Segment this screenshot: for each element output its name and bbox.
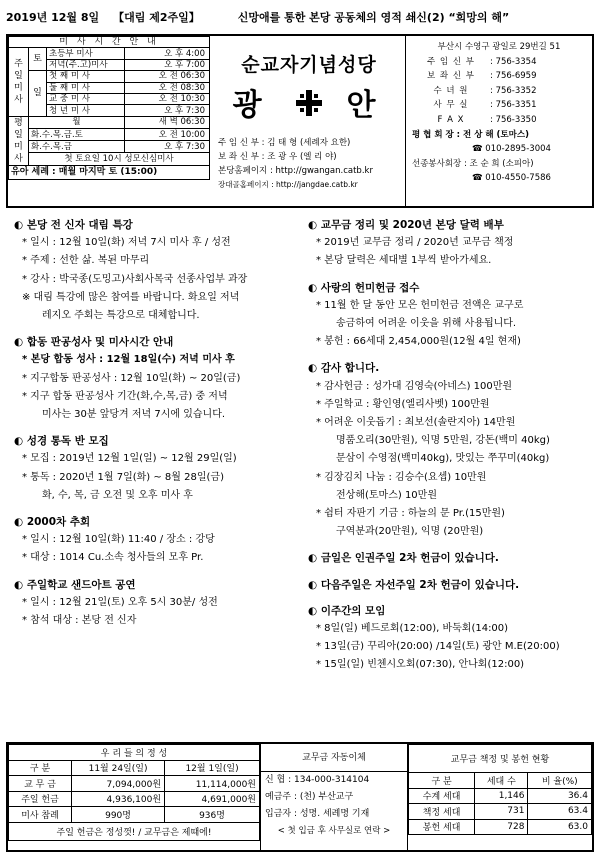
year-theme: 신망애를 통한 본당 공동체의 영적 쇄신(2) “희망의 해” <box>237 11 510 24</box>
contact-row: 사 무 실 : 756-3351 <box>433 100 537 111</box>
list-item: * 강사 : 박국종(도밍고)사회사목국 선종사업부 과장 <box>22 273 248 285</box>
mass-schedule-table <box>8 36 210 180</box>
infant-baptism: 유아 세례 : 매월 마지막 토 (15:00) <box>9 165 210 179</box>
mass-name: 둘 째 미 사 <box>47 82 125 93</box>
section-heading: ◐ 본당 전 신자 대림 특강 <box>14 219 133 231</box>
section-heading: ◐ 2000차 추회 <box>14 516 91 529</box>
sunday-mass-label: 주 일 미 사 <box>9 48 29 116</box>
clergy-info <box>218 136 373 192</box>
list-item: * 어려운 이웃돕기 : 최보선(솔란지아) 14만원 <box>316 417 516 429</box>
table-row: 책정 세대 731 63.4 <box>409 804 592 820</box>
table-row: 주일 헌금 4,936,100원 4,691,000원 <box>9 791 260 807</box>
church-name-left: 광 <box>232 88 272 123</box>
section-heading: ◐ 성경 통독 반 모집 <box>14 435 109 448</box>
list-item: * 봉헌 : 66세대 2,454,000원(12월 4일 현재) <box>316 336 521 348</box>
list-item: * 참석 대상 : 본당 전 신자 <box>22 615 137 627</box>
list-item: * 11월 한 달 동안 모은 헌미헌금 전액은 교구로 <box>316 299 524 311</box>
list-item: 명품오리(30만원), 익명 5만원, 강돈(백미 40kg) <box>336 435 550 447</box>
list-item: ※ 대림 특강에 많은 참여를 바랍니다. 화요일 저녁 <box>22 291 240 303</box>
mass-time: 오 전 10:00 <box>125 128 210 140</box>
list-item: 구역분과(20만원), 익명 (20만원) <box>336 526 484 538</box>
list-item: * 13일(금) 꾸리아(20:00) /14일(토) 광안 M.E(20:00) <box>316 641 560 653</box>
sunday-label: 일 <box>29 71 47 117</box>
list-item: * 대상 : 1014 Cu.소속 청사들의 모후 Pr. <box>22 552 204 564</box>
list-item: * 일시 : 12월 21일(토) 오후 5시 30분/ 성전 <box>22 596 218 608</box>
list-item: * 2019년 교무금 정리 / 2020년 교무금 책정 <box>316 237 514 249</box>
contact-row: 보 좌 신 부 : 756-6959 <box>427 71 537 82</box>
list-item: 화, 수, 목, 금 오전 및 오후 미사 후 <box>42 489 193 501</box>
section-heading: ◐ 합동 판공성사 및 미사시간 안내 <box>14 336 174 349</box>
contact-row: F A X : 756-3350 <box>437 114 537 125</box>
list-item: * 감사헌금 : 성가대 김영숙(아네스) 100만원 <box>316 380 513 392</box>
bulletin-date: 2019년 12월 8일 <box>6 11 100 24</box>
mass-time: 오 전 08:30 <box>125 82 210 93</box>
church-name-right: 안 <box>346 88 386 123</box>
church-name <box>212 80 406 126</box>
announcements-left-column <box>14 212 304 630</box>
list-item: * 지구 합동 판공성사 기간(화,수,목,금) 중 저녁 <box>22 390 228 402</box>
bulletin-header <box>6 4 594 30</box>
emblem-icon <box>294 88 324 126</box>
dues-status-title: 교무금 책정 및 봉헌 현황 <box>409 745 592 773</box>
table-row: 미사 참례 990명 936명 <box>9 807 260 823</box>
offering-slogan: 주일 헌금은 정성껏! / 교무금은 제때에! <box>9 822 260 840</box>
shrine-homepage-link[interactable]: 장대골홈페이지 : http://jangdae.catb.kr <box>218 180 358 189</box>
depositor-note: 입금자 : 성명. 세례명 기재 <box>265 809 370 819</box>
table-header: 비 율(%) <box>528 773 592 789</box>
contact-note: < 첫 입금 후 사무실로 연락 > <box>277 826 391 836</box>
list-item: * 주일학교 : 황인영(엘리사벳) 100만원 <box>316 398 490 410</box>
section-heading: ◐ 감사 합니다. <box>308 362 380 375</box>
table-row: 교 무 금 7,094,000원 11,114,000원 <box>9 776 260 792</box>
section-heading: ◐ 주일학교 샌드아트 공연 <box>14 578 136 591</box>
mass-time: 오 후 4:00 <box>125 48 210 59</box>
contact-row: 주 임 신 부 : 756-3354 <box>427 56 537 67</box>
liturgical-week: 【대림 제2주일】 <box>113 11 200 24</box>
mass-name: 교 중 미 사 <box>47 93 125 104</box>
table-header: 세대 수 <box>475 773 528 789</box>
list-item: * 김장김치 나눔 : 김승수(요셉) 10만원 <box>316 471 487 483</box>
council-president: 평 협 회 장 : 전 상 해 (토마스) <box>412 129 529 140</box>
mass-name: 화.수.목.금.토 <box>29 128 125 140</box>
homepage-link[interactable]: 본당홈페이지 : http://gwangan.catb.kr <box>218 166 373 176</box>
church-subtitle: 순교자기념성당 <box>241 54 377 76</box>
list-item: 레지오 주회는 특강으로 대체합니다. <box>42 310 200 322</box>
saturday-label: 토 <box>29 48 47 71</box>
section-heading: ◐ 교무금 정리 및 2020년 본당 달력 배부 <box>308 219 504 231</box>
finance-footer <box>6 742 594 852</box>
dues-status-table <box>408 744 592 835</box>
mass-time: 오 전 06:30 <box>125 71 210 82</box>
masthead <box>6 34 594 208</box>
mass-time: 새 벽 06:30 <box>125 116 210 128</box>
council-phone: ☎ 010-2895-3004 <box>472 144 551 155</box>
weekday-mass-label: 평 일 미 사 <box>9 116 29 165</box>
list-item: * 일시 : 12월 10일(화) 11:40 / 장소 : 강당 <box>22 534 215 546</box>
pastor: 주 임 신 부 : 김 태 형 (세례자 요한) <box>218 138 351 148</box>
offering-title: 우 리 들 의 정 성 <box>9 745 260 761</box>
mass-name: 월 <box>29 116 125 128</box>
bank-account: 신 협 : 134-000-314104 <box>265 775 370 785</box>
account-holder: 예금주 : (천) 부산교구 <box>265 792 354 802</box>
section-heading: ◐ 금일은 인권주일 2차 헌금이 있습니다. <box>308 552 499 565</box>
mass-name: 화.수.목.금 <box>29 141 125 153</box>
table-row: 수계 세대 1,146 36.4 <box>409 788 592 804</box>
auto-transfer-title: 교무금 자동이체 <box>261 744 407 772</box>
list-item: * 모집 : 2019년 12월 1일(일) ~ 12월 29일(일) <box>22 453 237 465</box>
offering-table <box>8 744 260 841</box>
list-item: 문삼이 수영점(백미40kg), 맛있는 쭈꾸미(40kg) <box>336 453 550 465</box>
table-header: 12월 1일(일) <box>165 760 260 776</box>
section-heading: ◐ 이주간의 모임 <box>308 604 386 617</box>
table-header: 11월 24일(일) <box>72 760 165 776</box>
mass-time: 오 후 7:30 <box>125 141 210 153</box>
list-item: * 쉼터 자판기 기금 : 하늘의 문 Pr.(15만원) <box>316 508 505 520</box>
list-item: * 8일(일) 베드로회(12:00), 바둑회(14:00) <box>316 623 509 635</box>
auto-transfer-panel <box>260 744 408 850</box>
mass-time: 오 후 7:30 <box>125 105 210 116</box>
first-saturday-mass: 첫 토요일 10시 성모신심미사 <box>29 153 210 165</box>
list-item: * 통독 : 2020년 1월 7일(화) ~ 8월 28일(금) <box>22 471 224 483</box>
mass-name: 첫 째 미 사 <box>47 71 125 82</box>
table-header: 구 분 <box>409 773 475 789</box>
mass-time: 오 전 10:30 <box>125 93 210 104</box>
section-heading: ◐ 사랑의 헌미헌금 접수 <box>308 281 420 294</box>
table-header: 구 분 <box>9 760 72 776</box>
list-item: * 15일(일) 빈첸시오회(07:30), 안나회(12:00) <box>316 659 525 671</box>
mass-name: 초등부 미사 <box>47 48 125 59</box>
announcements <box>6 212 594 742</box>
list-item: * 본당 달력은 세대별 1부씩 받아가세요. <box>316 255 492 267</box>
list-item: * 지구합동 판공성사 : 12월 10일(화) ~ 20일(금) <box>22 372 241 384</box>
assistant-priest: 보 좌 신 부 : 조 광 우 (엘 리 야) <box>218 152 337 162</box>
mass-schedule-title: 미 사 시 간 안 내 <box>9 37 210 48</box>
list-item: * 일시 : 12월 10일(화) 저녁 7시 미사 후 / 성전 <box>22 237 231 249</box>
mass-name: 청 년 미 사 <box>47 105 125 116</box>
list-item: 미사는 30분 앞당겨 저녁 7시에 있습니다. <box>42 409 226 421</box>
mission-phone: ☎ 010-4550-7586 <box>472 173 551 184</box>
contact-row: 수 녀 원 : 756-3352 <box>433 85 537 96</box>
list-item: 전상해(토마스) 10만원 <box>336 489 437 501</box>
mission-president: 선종봉사회장 : 조 순 희 (소피아) <box>412 158 534 169</box>
address: 부산시 수영구 광일로 29번길 51 <box>437 42 561 52</box>
list-item: * 본당 합동 성사 : 12월 18일(수) 저녁 미사 후 <box>22 354 235 366</box>
contact-panel <box>406 36 592 206</box>
list-item: * 주제 : 선한 삶. 복된 마무리 <box>22 255 150 267</box>
church-logo-panel <box>212 36 406 206</box>
mass-name: 저녁(주.고)미사 <box>47 59 125 70</box>
table-row: 봉헌 세대 728 63.0 <box>409 819 592 835</box>
list-item: 송금하여 어려운 이웃을 위해 사용됩니다. <box>336 318 517 330</box>
announcements-right-column <box>308 212 592 675</box>
section-heading: ◐ 다음주일은 자선주일 2차 헌금이 있습니다. <box>308 578 520 591</box>
mass-time: 오 후 7:00 <box>125 59 210 70</box>
